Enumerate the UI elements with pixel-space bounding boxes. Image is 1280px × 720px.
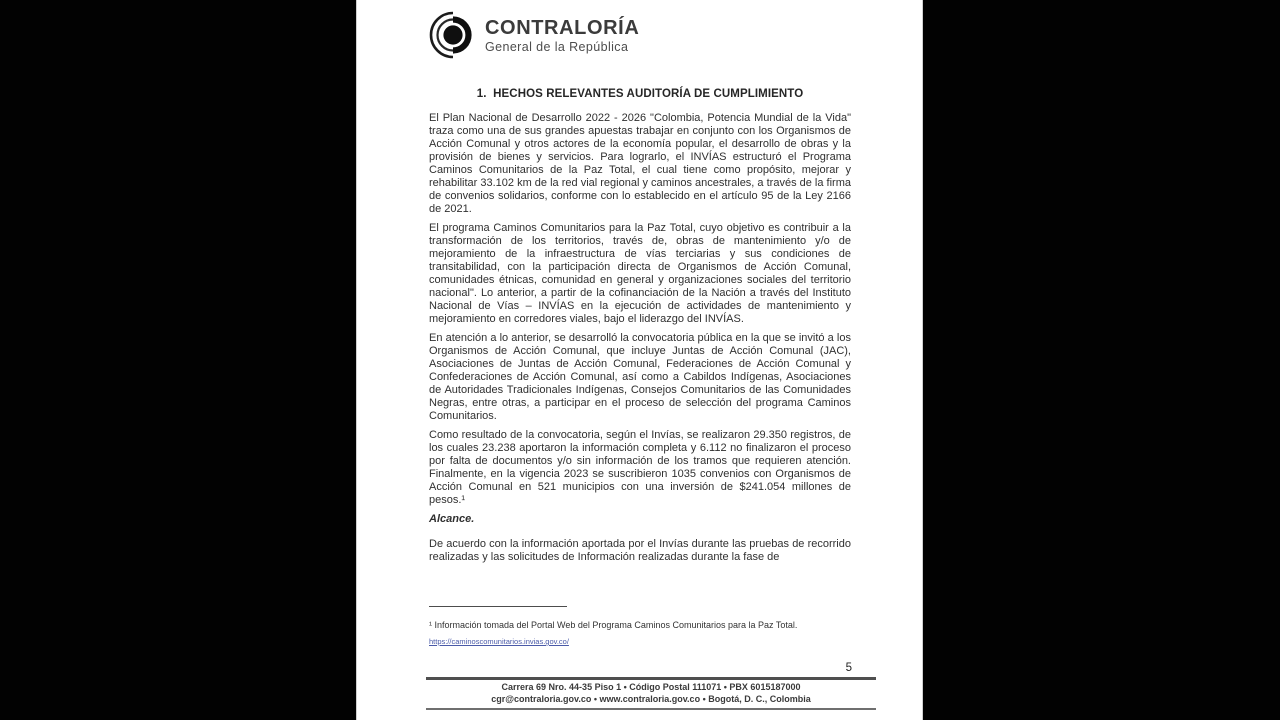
contraloria-logo bbox=[429, 11, 639, 59]
document-heading: 1. HECHOS RELEVANTES AUDITORÍA DE CUMPLIMIENTO bbox=[476, 88, 804, 100]
logo-title: CONTRALORÍA bbox=[485, 16, 640, 39]
footer-rule-bottom bbox=[426, 708, 876, 710]
footer-lines bbox=[426, 680, 876, 706]
page-footer bbox=[426, 677, 876, 710]
paragraph-resultado-convocatoria: Como resultado de la convocatoria, según el Invías, se realizaron 29.350 registros, de los cuales 23.238 aportaron la información completa y 6.112 no finalizaron el proceso por falta de documentos y/o sin información de los tramos que requieren atención. Finalmente, en la vigencia 2023 se suscribieron 1035 convenios con Organismos de Acción Comunal en 521 municipios con una inversión de $241.054 millones de pesos.¹ bbox=[429, 429, 851, 506]
document-page bbox=[356, 0, 923, 720]
section-heading-alcance: Alcance. bbox=[429, 513, 475, 525]
logo-text bbox=[485, 17, 639, 54]
page-number: 5 bbox=[845, 662, 852, 674]
document-body bbox=[429, 112, 851, 570]
footnote-text: ¹ Información tomada del Portal Web del Programa Caminos Comunitarios para la Paz Total. bbox=[429, 620, 798, 630]
footnote-block bbox=[429, 606, 851, 649]
footer-address-line: Carrera 69 Nro. 44-35 Piso 1 • Código Postal 111071 • PBX 6015187000 bbox=[501, 682, 801, 692]
footer-contact-line: cgr@contraloria.gov.co • www.contraloria.gov.co • Bogotá, D. C., Colombia bbox=[491, 693, 811, 704]
paragraph-convocatoria: En atención a lo anterior, se desarrolló la convocatoria pública en la que se invitó a los Organismos de Acción Comunal, que incluye Juntas de Acción Comunal (JAC), Asociaciones de Juntas de Acción Comunal, Federaciones de Acción Comunal y Confederaciones de Acción Comunal, así como a Cabildos Indígenas, Asociaciones de Autoridades Tradicionales Indígenas, Consejos Comunitarios de las Comunidades Negras, entre otras, a participar en el proceso de selección del programa Caminos Comunitarios. bbox=[429, 332, 851, 422]
footnote-separator bbox=[429, 606, 567, 607]
logo-subtitle: General de la República bbox=[485, 39, 629, 54]
footnote-link[interactable]: https://caminoscomunitarios.invias.gov.co/ bbox=[429, 637, 569, 646]
paragraph-plan-nacional: El Plan Nacional de Desarrollo 2022 - 2026 "Colombia, Potencia Mundial de la Vida" traza como una de sus grandes apuestas trabajar en conjunto con los Organismos de Acción Comunal y otros actores de la economía popular, el desarrollo de obras y la provisión de bienes y servicios. Para lograrlo, el INVÍAS estructuró el Programa Caminos Comunitarios de la Paz Total, el cual tiene como propósito, mejorar y rehabilitar 33.102 km de la red vial regional y caminos ancestrales, a través de la firma de convenios solidarios, conforme con lo establecido en el artículo 95 de la Ley 2166 de 2021. bbox=[429, 112, 851, 215]
paragraph-alcance-intro: De acuerdo con la información aportada por el Invías durante las pruebas de recorrido realizadas y las solicitudes de Información realizadas durante la fase de bbox=[429, 538, 851, 563]
contraloria-logo-icon bbox=[429, 11, 477, 59]
paragraph-programa-objetivo: El programa Caminos Comunitarios para la Paz Total, cuyo objetivo es contribuir a la transformación de los territorios, través de, obras de mantenimiento y/o de mejoramiento de la infraestructura de vías terciarias y sus condiciones de transitabilidad, con la participación directa de Organismos de Acción Comunal, comunidades étnicas, comunidad en general y organizaciones sociales del territorio nacional". Lo anterior, a partir de la cofinanciación de la Nación a través del Instituto Nacional de Vías – INVÍAS en la ejecución de actividades de mantenimiento y mejoramiento en corredores viales, bajo el liderazgo del INVÍAS. bbox=[429, 222, 851, 325]
